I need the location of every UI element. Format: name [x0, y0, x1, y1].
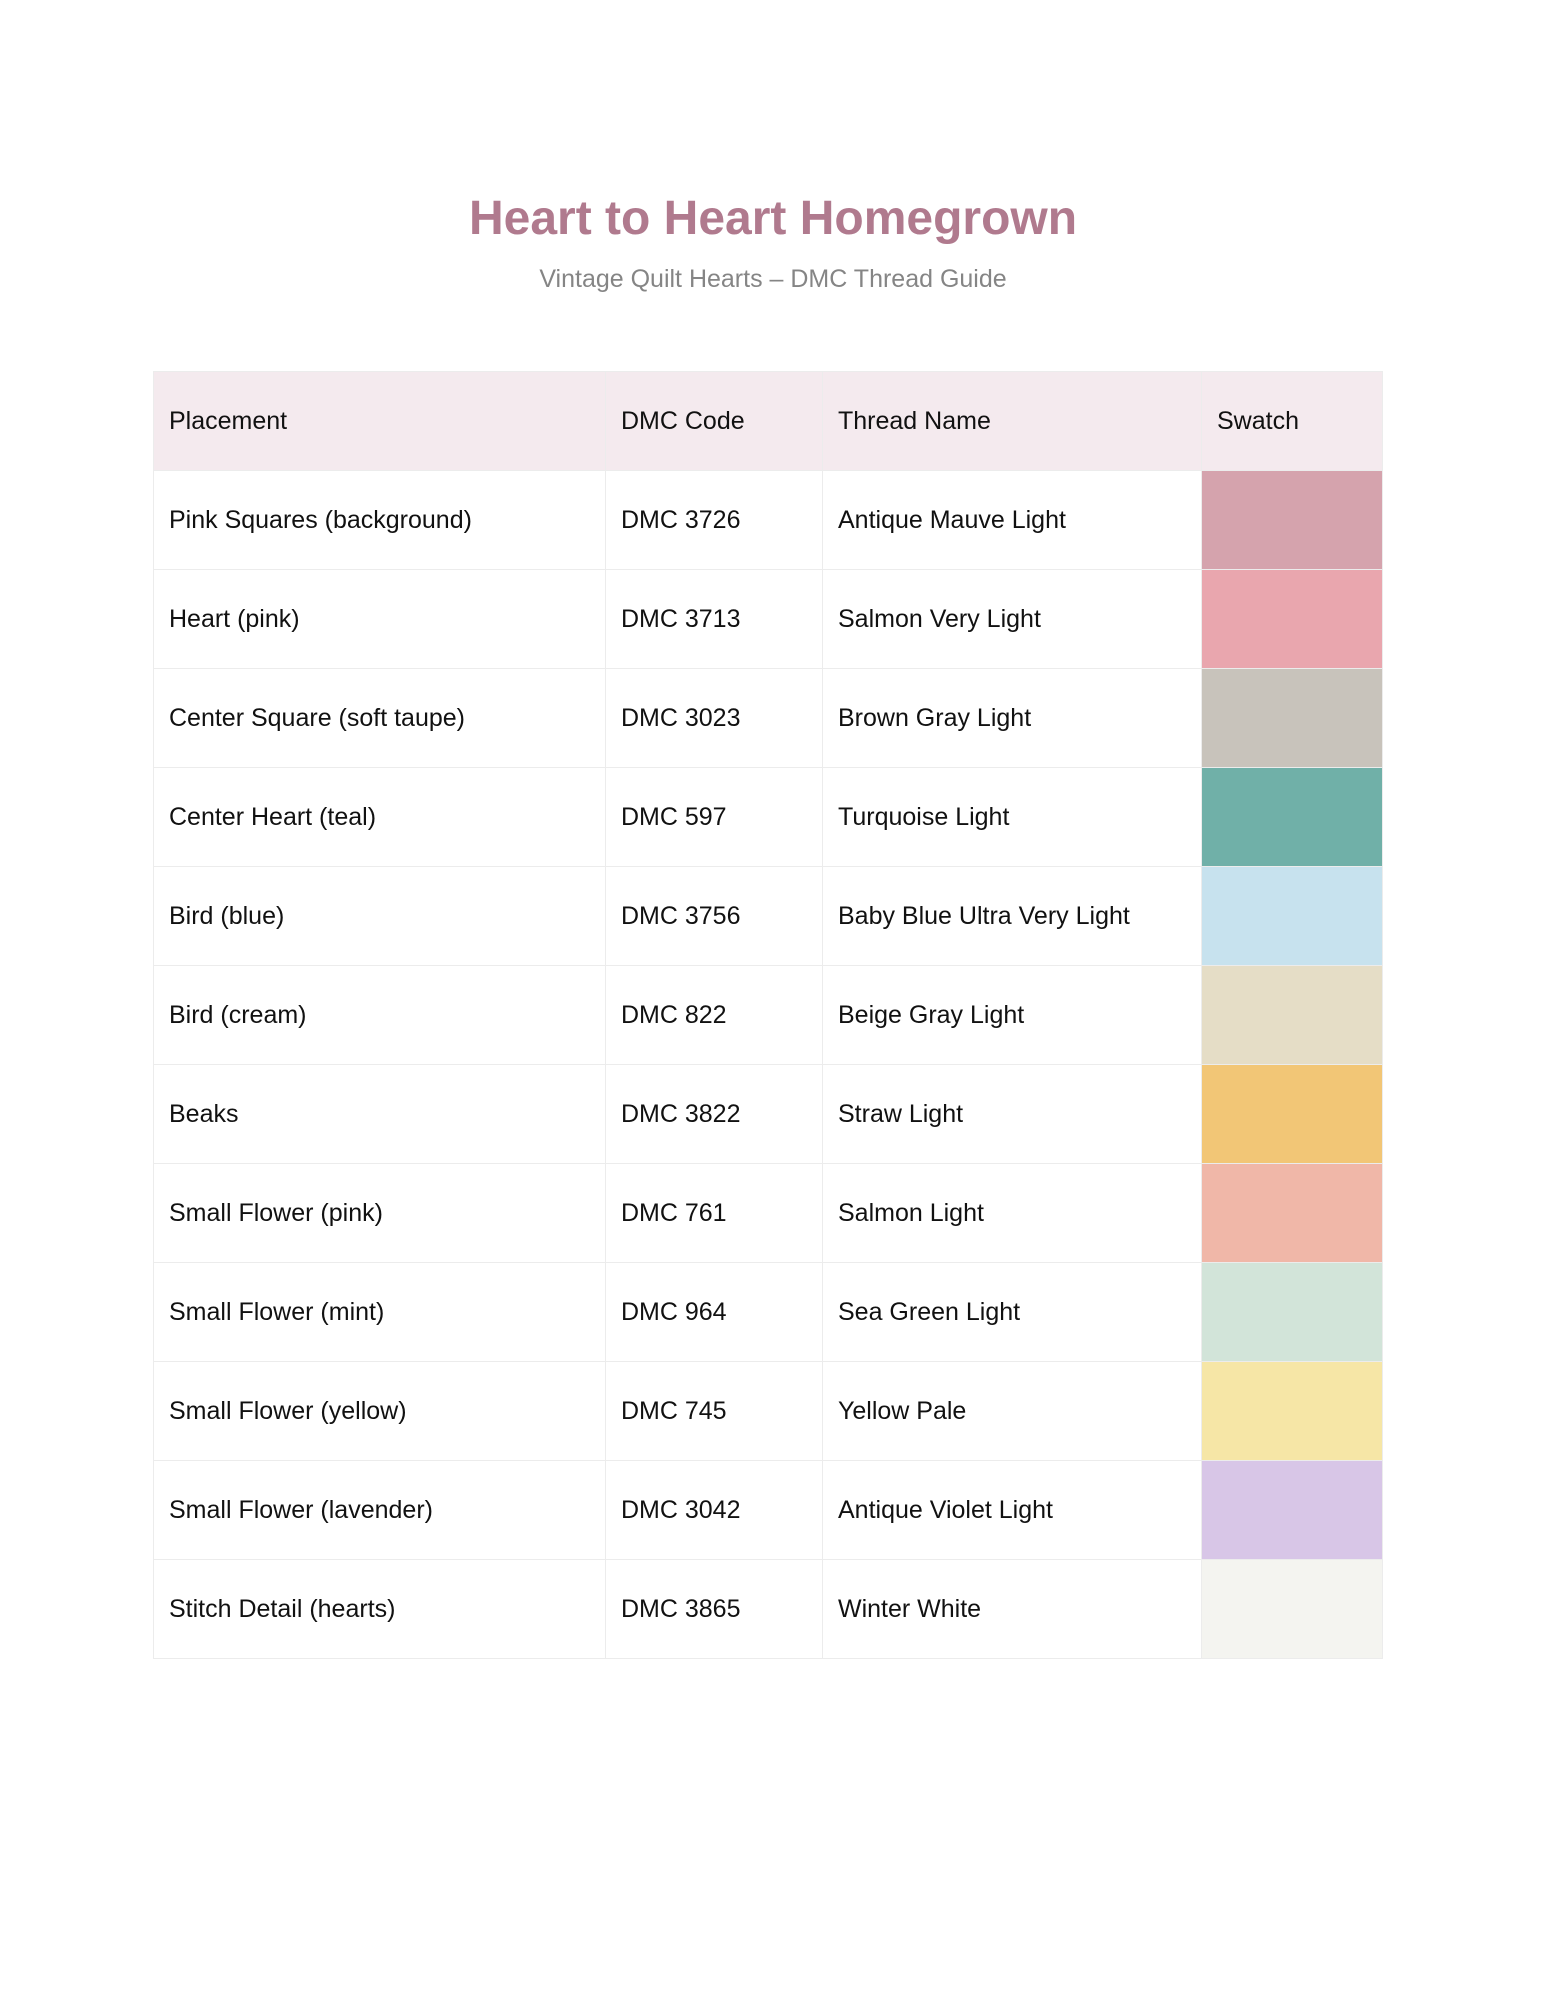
color-swatch [1202, 570, 1383, 669]
table-row [154, 966, 1383, 1065]
color-swatch [1202, 1560, 1383, 1659]
thread-name-cell: Salmon Light [823, 1164, 1202, 1263]
dmc-code-cell: DMC 597 [606, 768, 823, 867]
thread-name-cell: Brown Gray Light [823, 669, 1202, 768]
table-row [154, 1362, 1383, 1461]
placement-cell: Small Flower (mint) [154, 1263, 606, 1362]
color-swatch [1202, 1263, 1383, 1362]
color-swatch [1202, 867, 1383, 966]
table-row [154, 1164, 1383, 1263]
thread-name-cell: Turquoise Light [823, 768, 1202, 867]
thread-name-cell: Beige Gray Light [823, 966, 1202, 1065]
table-row [154, 669, 1383, 768]
color-swatch [1202, 1164, 1383, 1263]
placement-cell: Center Heart (teal) [154, 768, 606, 867]
thread-name-cell: Antique Mauve Light [823, 471, 1202, 570]
thread-name-cell: Sea Green Light [823, 1263, 1202, 1362]
table-row [154, 1263, 1383, 1362]
dmc-code-cell: DMC 3756 [606, 867, 823, 966]
column-header-thread-name: Thread Name [823, 372, 1202, 471]
thread-name-cell: Winter White [823, 1560, 1202, 1659]
color-swatch [1202, 768, 1383, 867]
color-swatch [1202, 1065, 1383, 1164]
table-row [154, 1461, 1383, 1560]
dmc-code-cell: DMC 964 [606, 1263, 823, 1362]
color-swatch [1202, 1461, 1383, 1560]
placement-cell: Heart (pink) [154, 570, 606, 669]
color-swatch [1202, 471, 1383, 570]
color-swatch [1202, 669, 1383, 768]
table-header-row [154, 372, 1383, 471]
placement-cell: Small Flower (pink) [154, 1164, 606, 1263]
table-row [154, 1065, 1383, 1164]
placement-cell: Small Flower (yellow) [154, 1362, 606, 1461]
thread-name-cell: Straw Light [823, 1065, 1202, 1164]
thread-name-cell: Antique Violet Light [823, 1461, 1202, 1560]
thread-guide-table [153, 371, 1383, 1659]
column-header-dmc-code: DMC Code [606, 372, 823, 471]
thread-name-cell: Yellow Pale [823, 1362, 1202, 1461]
page-title: Heart to Heart Homegrown [468, 192, 1078, 245]
column-header-swatch: Swatch [1202, 372, 1383, 471]
placement-cell: Center Square (soft taupe) [154, 669, 606, 768]
table-row [154, 768, 1383, 867]
placement-cell: Bird (cream) [154, 966, 606, 1065]
thread-name-cell: Baby Blue Ultra Very Light [823, 867, 1202, 966]
dmc-code-cell: DMC 3726 [606, 471, 823, 570]
dmc-code-cell: DMC 745 [606, 1362, 823, 1461]
dmc-code-cell: DMC 822 [606, 966, 823, 1065]
page-subtitle: Vintage Quilt Hearts – DMC Thread Guide [539, 265, 1007, 293]
color-swatch [1202, 966, 1383, 1065]
placement-cell: Pink Squares (background) [154, 471, 606, 570]
table-row [154, 570, 1383, 669]
table-row [154, 867, 1383, 966]
dmc-code-cell: DMC 3042 [606, 1461, 823, 1560]
column-header-placement: Placement [154, 372, 606, 471]
table-row [154, 471, 1383, 570]
placement-cell: Stitch Detail (hearts) [154, 1560, 606, 1659]
thread-name-cell: Salmon Very Light [823, 570, 1202, 669]
dmc-code-cell: DMC 3023 [606, 669, 823, 768]
dmc-code-cell: DMC 3713 [606, 570, 823, 669]
table-row [154, 1560, 1383, 1659]
placement-cell: Beaks [154, 1065, 606, 1164]
dmc-code-cell: DMC 761 [606, 1164, 823, 1263]
color-swatch [1202, 1362, 1383, 1461]
dmc-code-cell: DMC 3865 [606, 1560, 823, 1659]
placement-cell: Bird (blue) [154, 867, 606, 966]
dmc-code-cell: DMC 3822 [606, 1065, 823, 1164]
placement-cell: Small Flower (lavender) [154, 1461, 606, 1560]
